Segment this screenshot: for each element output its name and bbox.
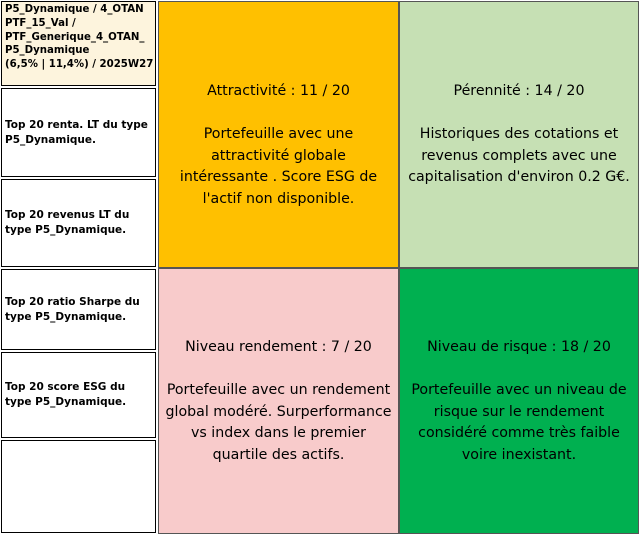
header-line: P5_Dynamique / 4_OTAN xyxy=(5,4,144,15)
top20-renta-cell[interactable] xyxy=(1,88,156,177)
top20-revenus-cell[interactable] xyxy=(1,179,156,267)
rendement-description: Portefeuille avec un rendement global modéré. Surperformance vs index dans le premier quartile des actifs. xyxy=(165,382,392,463)
risque-quadrant[interactable] xyxy=(399,268,639,534)
top20-renta-label: Top 20 renta. LT du type P5_Dynamique. xyxy=(5,118,148,146)
perennite-quadrant[interactable] xyxy=(399,1,639,268)
top20-esg-cell[interactable] xyxy=(1,352,156,438)
top20-revenus-label: Top 20 revenus LT du type P5_Dynamique. xyxy=(5,209,130,236)
empty-cell[interactable] xyxy=(1,440,156,533)
attractivite-title: Attractivité : 11 / 20 xyxy=(207,83,350,99)
perennite-description: Historiques des cotations et revenus complets avec une capitalisation d'environ 0.2 G€. xyxy=(408,126,630,185)
rendement-quadrant[interactable] xyxy=(158,268,399,534)
top20-sharpe-label: Top 20 ratio Sharpe du type P5_Dynamique. xyxy=(5,295,140,323)
top20-esg-label: Top 20 score ESG du type P5_Dynamique. xyxy=(5,381,127,408)
top20-sharpe-cell[interactable] xyxy=(1,269,156,350)
portfolio-header-text xyxy=(5,3,153,72)
header-line: P5_Dynamique xyxy=(5,45,90,57)
risque-description: Portefeuille avec un niveau de risque sur le rendement considéré comme très faible voire inexistant. xyxy=(411,382,627,463)
header-line: PTF_15_Val / xyxy=(5,17,76,29)
risque-title: Niveau de risque : 18 / 20 xyxy=(427,339,611,355)
attractivite-quadrant[interactable] xyxy=(158,1,399,268)
left-column xyxy=(0,0,158,535)
attractivite-description: Portefeuille avec une attractivité globale intéressante . Score ESG de l'actif non disponible. xyxy=(179,126,378,207)
rendement-title: Niveau rendement : 7 / 20 xyxy=(185,339,372,355)
portfolio-header-cell[interactable] xyxy=(1,1,156,86)
header-line: (6,5% | 11,4%) / 2025W27 xyxy=(5,59,154,71)
perennite-title: Pérennité : 14 / 20 xyxy=(453,83,585,99)
header-line: PTF_Generique_4_OTAN_ xyxy=(5,31,145,43)
